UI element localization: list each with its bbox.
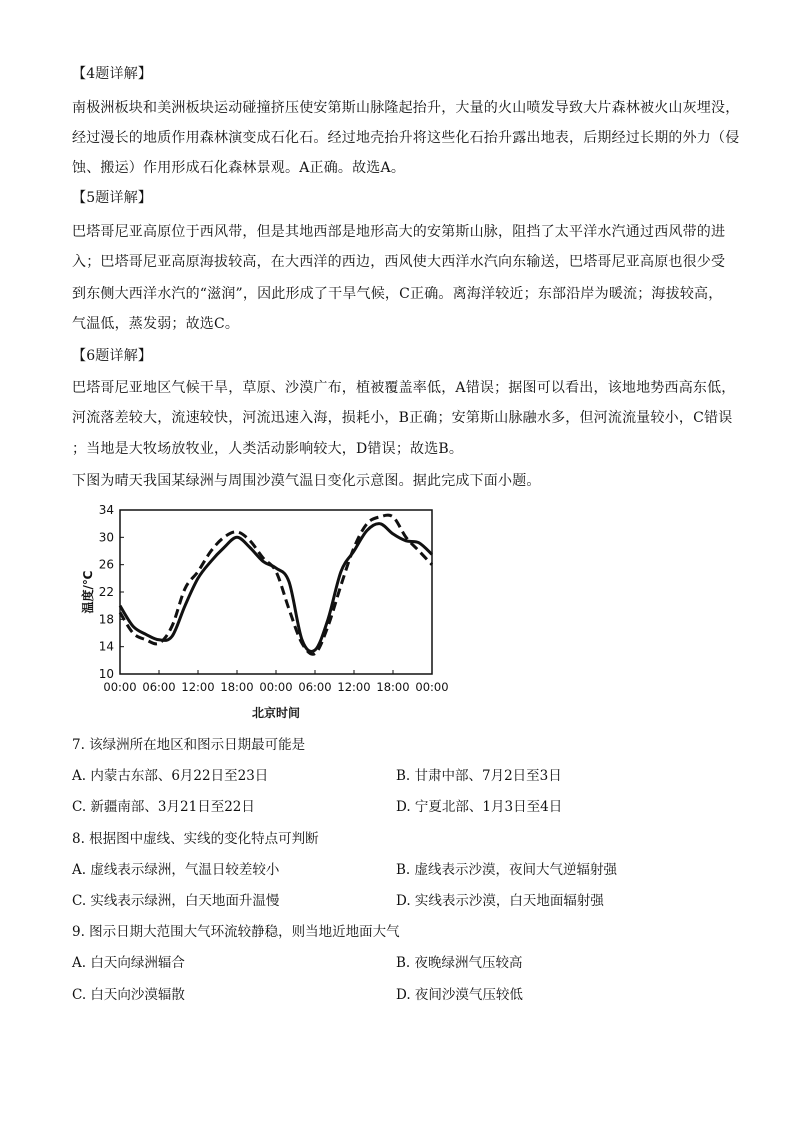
- section-text-line: ；当地是大牧场放牧业，人类活动影响较大，D错误；故选B。: [72, 441, 464, 457]
- option-b[interactable]: B. 虚线表示沙漠，夜间大气逆辐射强: [396, 862, 618, 878]
- option-a[interactable]: A. 白天向绿洲辐合: [72, 955, 185, 971]
- y-tick-label: 30: [98, 530, 114, 545]
- option-d[interactable]: D. 宁夏北部、1月3日至4日: [396, 799, 563, 815]
- y-axis-label: 温度/℃: [81, 570, 95, 614]
- question-stem: 8. 根据图中虚线、实线的变化特点可判断: [72, 831, 319, 847]
- section-text-line: 巴塔哥尼亚地区气候干旱，草原、沙漠广布，植被覆盖率低，A错误；据图可以看出，该地地势西高东低，: [72, 380, 736, 396]
- question-stem: 9. 图示日期大范围大气环流较静稳，则当地近地面大气: [72, 924, 400, 940]
- x-tick-label: 12:00: [337, 680, 371, 694]
- series-group: [120, 515, 432, 654]
- x-tick-label: 00:00: [259, 680, 293, 694]
- x-tick-label: 00:00: [103, 680, 137, 694]
- section-text-line: 巴塔哥尼亚高原位于西风带，但是其地西部是地形高大的安第斯山脉，阻挡了太平洋水汽通过西风带的进: [72, 224, 726, 240]
- section-text-line: 南极洲板块和美洲板块运动碰撞挤压使安第斯山脉隆起抬升，大量的火山喷发导致大片森林被火山灰埋没，: [72, 100, 740, 116]
- option-a[interactable]: A. 虚线表示绿洲，气温日较差较小: [72, 862, 280, 878]
- section-heading: 【6题详解】: [72, 348, 153, 364]
- x-tick-label: 18:00: [376, 680, 410, 694]
- y-tick-label: 26: [98, 557, 114, 572]
- section-text-line: 河流落差较大，流速较快，河流迅速入海，损耗小，B正确；安第斯山脉融水多，但河流流量较小，C错误: [72, 410, 733, 426]
- y-tick-label: 18: [98, 612, 114, 627]
- temperature-chart: [80, 500, 450, 730]
- y-tick-label: 34: [98, 503, 114, 517]
- y-tick-label: 10: [98, 667, 114, 681]
- option-b[interactable]: B. 甘肃中部、7月2日至3日: [396, 768, 562, 784]
- x-tick-label: 18:00: [220, 680, 254, 694]
- x-tick-label: 06:00: [298, 680, 332, 694]
- y-tick-label: 14: [98, 639, 114, 654]
- x-tick-label: 06:00: [142, 680, 176, 694]
- option-b[interactable]: B. 夜晚绿洲气压较高: [396, 955, 523, 971]
- x-tick-label: 12:00: [181, 680, 215, 694]
- x-tick-label: 00:00: [415, 680, 449, 694]
- section-text-line: 经过漫长的地质作用森林演变成石化石。经过地壳抬升将这些化石抬升露出地表，后期经过长期的外力（侵: [72, 130, 740, 146]
- y-tick-label: 22: [98, 585, 114, 599]
- figure-intro: 下图为晴天我国某绿洲与周围沙漠气温日变化示意图。据此完成下面小题。: [72, 473, 541, 489]
- question-stem: 7. 该绿洲所在地区和图示日期最可能是: [72, 737, 306, 753]
- option-d[interactable]: D. 实线表示沙漠，白天地面辐射强: [396, 893, 604, 909]
- section-heading: 【4题详解】: [72, 66, 153, 82]
- option-d[interactable]: D. 夜间沙漠气压较低: [396, 987, 523, 1003]
- plot-frame: [120, 510, 432, 674]
- dashed-series-line: [120, 515, 432, 654]
- section-text-line: 到东侧大西洋水汽的“滋润”，因此形成了干旱气候，C正确。离海洋较近；东部沿岸为暖流；海拔较高，: [72, 286, 723, 302]
- section-text-line: 蚀、搬运）作用形成石化森林景观。A正确。故选A。: [72, 160, 406, 176]
- section-text-line: 气温低，蒸发弱；故选C。: [72, 316, 240, 332]
- option-c[interactable]: C. 新疆南部、3月21日至22日: [72, 799, 255, 815]
- option-a[interactable]: A. 内蒙古东部、6月22日至23日: [72, 768, 269, 784]
- option-c[interactable]: C. 白天向沙漠辐散: [72, 987, 185, 1003]
- section-text-line: 入；巴塔哥尼亚高原海拔较高，在大西洋的西边，西风使大西洋水汽向东输送，巴塔哥尼亚高原也很少受: [72, 254, 726, 270]
- section-heading: 【5题详解】: [72, 190, 153, 206]
- option-c[interactable]: C. 实线表示绿洲，白天地面升温慢: [72, 893, 280, 909]
- solid-series-line: [120, 524, 432, 652]
- x-axis-label: 北京时间: [251, 706, 301, 720]
